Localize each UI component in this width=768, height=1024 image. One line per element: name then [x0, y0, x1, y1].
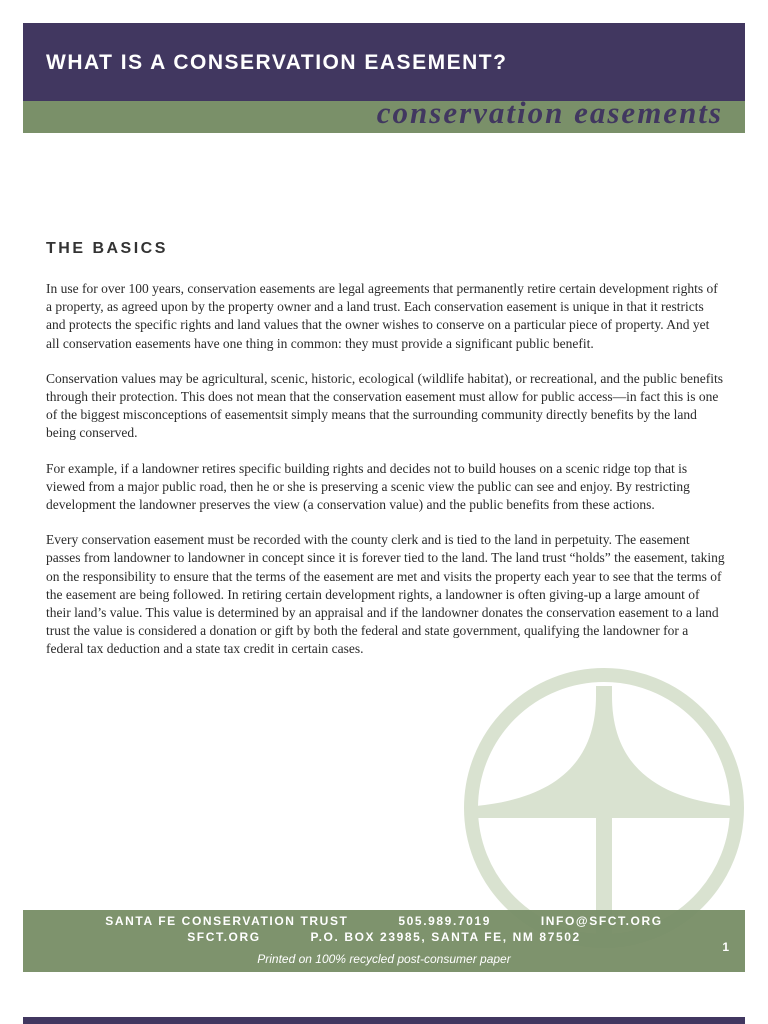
page-title: WHAT IS A CONSERVATION EASEMENT?: [46, 51, 508, 74]
paragraph: Every conservation easement must be recorded with the county clerk and is tied to the land in perpetuity. The easement passes from landowner to landowner in concept since it is forever tied to the land. The land trust “holds” the easement, taking on the responsibility to ensure that the terms of the easement are met and visits the property each year to see that the terms of the easement are being followed. In retiring certain development rights, a landowner is often giving-up a large amount of their land’s value. This value is determined by an appraisal and if the landowner donates the conservation easement to a land trust the value is considered a donation or gift by both the federal and state government, qualifying the landowner for a federal tax deduction and a state tax credit in certain cases.: [46, 532, 725, 657]
subheader-banner: [23, 95, 745, 133]
bottom-divider: [23, 1017, 745, 1024]
section-heading: THE BASICS: [46, 240, 168, 257]
footer-banner: [23, 910, 745, 972]
footer-org: SANTA FE CONSERVATION TRUST: [105, 914, 349, 928]
section-body: [46, 280, 726, 676]
paragraph: For example, if a landowner retires specific building rights and decides not to build houses on a scenic ridge top that is viewed from a major public road, then he or she is preserving a scenic view the public can see and enjoy. By restricting development the landowner preserves the view (a conservation value) and the public benefits from these actions.: [46, 460, 690, 513]
footer-email[interactable]: INFO@SFCT.ORG: [540, 914, 663, 928]
page-number: 1: [722, 940, 729, 954]
sfct-logo-icon: [462, 666, 746, 950]
footer-contact-line: [23, 914, 745, 928]
paragraph: Conservation values may be agricultural, scenic, historic, ecological (wildlife habitat), or recreational, and the public benefits through their protection. This does not mean that the conservation easement must allow for public access—in fact this is one of the biggest misconceptions of easementsit simply means that the surrounding community directly benefits by the land being conserved.: [46, 370, 724, 441]
footer-address-line: [23, 930, 745, 944]
footer-note: Printed on 100% recycled post-consumer paper: [257, 952, 511, 966]
header-banner: [23, 23, 745, 101]
page-subtitle: conservation easements: [376, 95, 723, 130]
footer-address: P.O. BOX 23985, SANTA FE, NM 87502: [310, 930, 581, 944]
footer-website[interactable]: SFCT.ORG: [187, 930, 261, 944]
paragraph: In use for over 100 years, conservation easements are legal agreements that permanently retire certain development rights of a property, as agreed upon by the property owner and a land trust. Each conservation easement is unique in that it restricts and protects the specific rights and land values that the owner wishes to conserve on a particular piece of property. And yet all conservation easements have one thing in common: they must provide a significant public benefit.: [46, 281, 718, 351]
footer-phone[interactable]: 505.989.7019: [398, 914, 491, 928]
